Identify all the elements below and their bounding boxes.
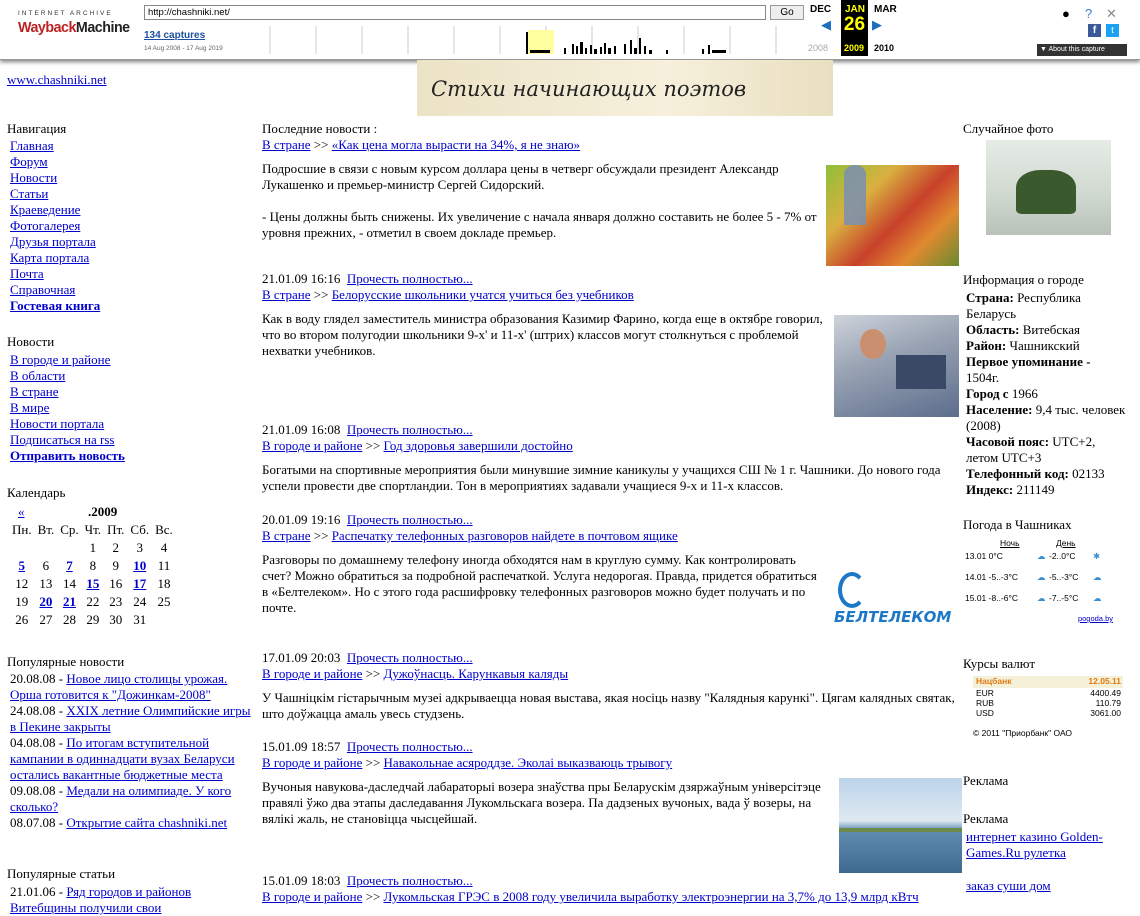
news-date: 17.01.09 20:03 [262,650,341,665]
nav-item[interactable]: Друзья портала [10,234,96,249]
news-menu [10,352,125,464]
currency-copyright: © 2011 "Приорбанк" ОАО [973,728,1073,738]
wayback-toolbar [0,0,1140,60]
news-title[interactable]: Белорусские школьники учатся учиться без учебников [331,287,634,302]
latest-news-title: Последние новости : [262,121,378,136]
sep: >> [313,137,329,152]
news-date: 20.01.09 19:16 [262,512,341,527]
calendar-day [9,557,35,575]
capture-range: 14 Aug 2008 - 17 Aug 2019 [144,45,223,52]
calendar-day [57,593,81,611]
weather-day: -2..0°C [1049,551,1076,561]
rate-value: 110.79 [1095,698,1121,708]
calendar-day: 4 [160,540,168,555]
bank-name: Нацбанк [976,676,1012,686]
snow-icon: ✱ [1093,551,1101,561]
wayback-logo[interactable] [18,19,130,36]
info-key: Часовой пояс: [966,434,1050,449]
city-info [966,290,1126,498]
nav-title: Навигация [7,121,67,136]
calendar-day [35,539,58,557]
info-value: 9,4 тыс. человек (2008) [966,402,1126,433]
calendar-day: 30 [109,612,123,627]
sep: >> [365,755,381,770]
cal-head: Вт. [37,522,55,537]
info-value: Витебская [1019,322,1081,337]
calendar-day: 11 [157,558,171,573]
cal-head: Пн. [12,522,32,537]
calendar-day: 6 [42,558,50,573]
news-menu-item[interactable]: В области [10,368,66,383]
news-image-lake[interactable] [839,778,962,873]
calendar-day: 22 [86,594,100,609]
news-date: 15.01.09 18:57 [262,739,341,754]
news-item [262,739,832,827]
banner-text: Стихи начинающих поэтов [431,77,747,101]
nav-item[interactable]: Карта портала [10,250,90,265]
calendar-day: 19 [15,594,29,609]
calendar-day-link[interactable]: 15 [86,576,100,591]
weather-day: -5..-3°C [1049,572,1079,582]
news-body: Подросшие в связи с новым курсом доллара цены в четверг обсуждали президент Александр Лукашенко и премьер-министр Сергей Сидорский. - Цены должны быть снижены. Их увеличение с начала января должно составить не более 5 - 7% от уровня прежних, - отметил в своем докладе премьер. [262,161,817,240]
calendar-year: .2009 [88,504,118,519]
prev-year[interactable]: 2008 [808,43,829,53]
ad-link[interactable]: заказ суши дом [966,878,1051,893]
twitter-icon[interactable]: t [1106,24,1119,37]
news-date: 21.01.09 16:16 [262,271,341,286]
info-key: Область: [966,322,1020,337]
read-more-link[interactable]: Прочесть полностью... [346,512,473,527]
calendar-day [57,539,81,557]
news-title[interactable]: Навакольнае асяроддзе. Эколаі выказваюць трывогу [383,755,673,770]
next-capture-arrow-icon[interactable]: ▶ [872,17,882,32]
logo-part-b: Machine [75,19,130,36]
news-body: Богатыми на спортивные мероприятия были минувшие зимние каникулы у учащихся СШ № 1 г. Чашники. До нового года успели провести две спортландии. Тон в мероприятиях задавали учащиеся 9-х и 11-х классов. [262,462,941,493]
weather-night: -8..-6°C [988,593,1019,603]
weather-widget [965,538,1113,623]
info-value: Чашникский [1006,338,1080,353]
info-key: Страна: [966,290,1014,305]
calendar-day: 31 [133,612,147,627]
pop-link[interactable]: Открытие сайта chashniki.net [66,815,228,830]
calendar-day: 1 [89,540,97,555]
popular-news-title: Популярные новости [7,654,125,669]
weather-night: -5..-3°C [988,572,1019,582]
close-icon[interactable]: ✕ [1106,6,1117,21]
news-menu-title: Новости [7,334,55,349]
weather-night: 0°C [988,551,1003,561]
info-value: Республика Беларусь [966,290,1081,321]
news-menu-item[interactable]: В городе и районе [10,352,111,367]
calendar-day [152,611,176,629]
currency-widget [973,676,1123,738]
calendar-table [9,521,176,629]
send-news-link[interactable]: Отправить новость [10,448,125,463]
news-menu-item[interactable]: Новости портала [10,416,105,431]
news-title[interactable]: Распечатку телефонных разговоров найдете в почтовом ящике [331,528,678,543]
info-key: Индекс: [966,482,1014,497]
cal-head: Ср. [60,522,79,537]
site-logo[interactable]: www.chashniki.net [7,72,107,87]
news-title[interactable]: Год здоровья завершили достойно [383,438,573,453]
calendar-day-link[interactable]: 5 [18,558,26,573]
calendar-day-link[interactable]: 21 [62,594,76,609]
nav-item[interactable]: Новости [10,170,58,185]
rate-row [973,688,1123,698]
nav-item[interactable]: Форум [10,154,48,169]
calendar-title: Календарь [7,485,66,500]
popular-articles-title: Популярные статьи [7,866,116,881]
ad-link[interactable]: интернет казино Golden-Games.Ru рулетка [966,829,1103,860]
read-more-link[interactable]: Прочесть полностью... [346,650,473,665]
calendar-day: 3 [136,540,143,555]
info-key: Телефонный код: [966,466,1069,481]
rate-row [973,708,1123,718]
news-category[interactable]: В городе и районе [262,755,363,770]
rate-currency: EUR [976,688,994,698]
weather-day-label: День [1056,538,1076,548]
news-menu-item[interactable]: В стране [10,384,59,399]
pop-link[interactable]: XXIX летние Олимпийские игры в Пекине закрыты [10,703,251,734]
news-date: 21.01.09 16:08 [262,422,341,437]
info-key: Население: [966,402,1033,417]
calendar-day-link[interactable]: 17 [133,576,147,591]
info-value: UTC+2, летом UTC+3 [966,434,1096,465]
calendar-day-link[interactable]: 10 [133,558,147,573]
calendar-day: 18 [157,576,171,591]
news-item [262,650,962,722]
news-body: У Чашніцкім гістарычным музеі адкрываецца новая выстава, якая носіць назву "Калядныя карункі". Цягам калядных святак, што доўжацца амаль увесь студзень. [262,690,955,721]
news-category[interactable]: В стране [262,287,311,302]
user-icon[interactable]: ● [1062,6,1070,21]
pop-date: 04.08.08 - [10,735,67,750]
calendar-day: 13 [39,576,53,591]
calendar-week-row [9,593,176,611]
calendar-day [127,557,152,575]
calendar-day: 25 [157,594,171,609]
pop-date: 08.07.08 - [10,815,67,830]
calendar-day [57,557,81,575]
beltelecom-text: БЕЛТЕЛЕКОМ [834,608,952,626]
current-year: 2009 [844,43,865,53]
prev-capture-arrow-icon[interactable]: ◀ [821,17,831,32]
calendar-day: 27 [39,612,53,627]
info-key: Первое упоминание - [966,354,1091,369]
pop-date: 21.01.06 - [10,884,67,899]
rate-value: 4400.49 [1090,688,1121,698]
cal-head: Вс. [155,522,173,537]
weather-date: 15.01 [965,593,987,603]
news-date: 15.01.09 18:03 [262,873,341,888]
snow-cloud-icon: ☁ [1037,572,1046,582]
read-more-link[interactable]: Прочесть полностью... [346,873,473,888]
city-info-title: Информация о городе [963,272,1084,287]
news-body: Как в воду глядел заместитель министра образования Казимир Фарино, когда еще в октябре говорил, что во втором полугодии школьники 9-х' и 11-х' (штрих) классов могут столкнуться с проблемой нехватки учебников. [262,311,823,358]
facebook-icon[interactable]: f [1088,24,1101,37]
read-more-link[interactable]: Прочесть полностью... [346,739,473,754]
calendar-week-row [9,611,176,629]
go-button[interactable]: Go [770,5,804,20]
ad-1 [966,829,1126,861]
news-title[interactable]: Дужоўнасць. Карункавыя каляды [383,666,569,681]
current-day: 26 [843,14,866,35]
calendar-week-row [9,539,176,557]
pop-date: 24.08.08 - [10,703,67,718]
cal-head: Чт. [84,522,102,537]
calendar-day-link[interactable]: 20 [39,594,53,609]
news-title[interactable]: Лукомльская ГРЭС в 2008 году увеличила выработку электроэнергии на 3,7% до 13,9 млрд кВтч [383,889,919,904]
bank-date: 12.05.11 [1088,676,1121,686]
pop-link[interactable]: Ряд городов и районов Витебщины получили свои [10,884,192,915]
nav-item[interactable]: Статьи [10,186,49,201]
news-item [262,137,822,241]
cloud-icon: ☁ [1093,572,1102,582]
info-value: 1504г. [966,370,1000,385]
calendar-day: 2 [112,540,119,555]
nav-item[interactable]: Фотогалерея [10,218,81,233]
pop-link[interactable]: Новое лицо столицы урожая. Орша готовится к "Дожинкам-2008" [10,671,228,702]
beltelecom-logo[interactable] [830,570,955,628]
weather-date: 13.01 [965,551,987,561]
pop-date: 20.08.08 - [10,671,67,686]
snow-cloud-icon: ☁ [1093,593,1102,603]
rate-currency: RUB [976,698,994,708]
calendar-day: 24 [133,594,147,609]
rate-currency: USD [976,708,994,718]
calendar-day: 8 [89,558,97,573]
nav-item[interactable]: Краеведение [10,202,81,217]
calendar-week-row [9,557,176,575]
calendar-week-row [9,575,176,593]
random-photo-title: Случайное фото [963,121,1054,136]
nav-item[interactable]: Почта [10,266,44,281]
info-key: Город с [966,386,1009,401]
currency-title: Курсы валют [963,656,1036,671]
pop-link[interactable]: Медали на олимпиаде. У кого сколько? [10,783,232,814]
current-month: JAN [845,4,866,15]
news-image-market[interactable] [826,165,959,266]
calendar-day [35,593,58,611]
cal-head: Сб. [130,522,150,537]
prev-month[interactable]: DEC [810,4,832,15]
sep: >> [313,287,329,302]
weather-title: Погода в Чашниках [963,517,1072,532]
news-menu-item[interactable]: В мире [10,400,50,415]
calendar-day: 12 [15,576,29,591]
popular-news-list [10,671,256,831]
news-body: Вучоныя навукова-даследчай лабараторыі возера знаўства пры Беларускім дзяржаўным універсітэце правялі ўжо два этапы даследавання Лукомльскага возера. Па дадзеных вучоных, вада ў возеры, на вялікі жаль, не становіцца чысцейшай. [262,779,821,826]
calendar-prev[interactable] [18,504,25,520]
calendar-prev-link[interactable]: « [18,504,25,519]
pop-link[interactable]: По итогам вступительной кампании в одиннадцати вузах Беларуси остались вакантные бюджетные места [10,735,235,782]
ads-title-2: Реклама [963,811,1009,826]
about-capture-button[interactable]: ▼ About this capture [1037,44,1127,56]
info-value: 1966 [1008,386,1038,401]
calendar-day [82,575,104,593]
rate-row [973,698,1123,708]
info-key: Район: [966,338,1007,353]
popular-articles-list [10,884,256,916]
calendar-day: 28 [62,612,76,627]
sep: >> [365,666,381,681]
info-value: 02133 [1068,466,1105,481]
news-item [262,422,962,494]
calendar-day [9,539,35,557]
calendar-day: 29 [86,612,100,627]
calendar-day: 14 [62,576,76,591]
news-title[interactable]: «Как цена могла вырасти на 34%, я не знаю» [331,137,581,152]
calendar-day [127,575,152,593]
news-item [262,512,822,616]
calendar-day: 16 [109,576,123,591]
nav-item[interactable]: Главная [10,138,54,153]
sep: >> [365,438,381,453]
weather-source-link[interactable]: pogoda.by [1077,614,1113,623]
news-category[interactable]: В городе и районе [262,889,363,904]
calendar-day: 23 [109,594,123,609]
cal-head: Пт. [107,522,125,537]
weather-day: -7..-5°C [1049,593,1079,603]
nav-menu [10,138,100,314]
calendar-day: 9 [112,558,119,573]
news-image-students[interactable] [834,315,959,417]
news-menu-item[interactable]: Подписаться на rss [10,432,115,447]
next-year[interactable]: 2010 [874,43,895,53]
sep: >> [313,528,329,543]
read-more-link[interactable]: Прочесть полностью... [346,422,473,437]
weather-row [965,593,1113,614]
sep: >> [365,889,381,904]
rain-cloud-icon: ☁ [1037,551,1046,561]
ia-label: INTERNET ARCHIVE [18,10,113,17]
weather-row [965,572,1113,593]
captures-link[interactable]: 134 captures [144,30,206,41]
weather-night-label: Ночь [1000,538,1020,548]
ad-2 [966,878,1051,894]
news-category[interactable]: В городе и районе [262,666,363,681]
news-item [262,271,832,359]
cloud-icon: ☁ [1037,593,1046,603]
weather-row [965,551,1113,572]
pop-date: 09.08.08 - [10,783,67,798]
news-category[interactable]: В стране [262,528,311,543]
rate-value: 3061.00 [1090,708,1121,718]
news-category[interactable]: В стране [262,137,311,152]
capture-sparkline[interactable] [246,26,806,54]
calendar-day: 26 [15,612,29,627]
news-body: Разговоры по домашнему телефону иногда обходятся нам в круглую сумму. Как контролировать счет? Можно обратиться за подробной распечаткой. Услуга недорогая. Правда, придется обратиться в «Белтелеком». Но с этого года расшифровку телефонных разговоров можно будет получать и по почте. [262,552,817,615]
calendar-header-row [9,521,176,539]
random-photo[interactable] [986,140,1111,235]
logo-part-a: Wayback [18,19,76,36]
news-item [262,873,962,905]
next-month[interactable]: MAR [874,4,897,15]
news-category[interactable]: В городе и районе [262,438,363,453]
read-more-link[interactable]: Прочесть полностью... [346,271,473,286]
ads-title: Реклама [963,773,1009,788]
nav-item[interactable]: Справочная [10,282,76,297]
info-value: 211149 [1013,482,1055,497]
url-input[interactable]: http://chashniki.net/ [144,5,766,20]
weather-date: 14.01 [965,572,987,582]
calendar-day-link[interactable]: 7 [66,558,73,573]
banner[interactable] [417,60,833,116]
nav-item-guestbook[interactable]: Гостевая книга [10,298,101,313]
help-icon[interactable]: ? [1085,6,1093,21]
